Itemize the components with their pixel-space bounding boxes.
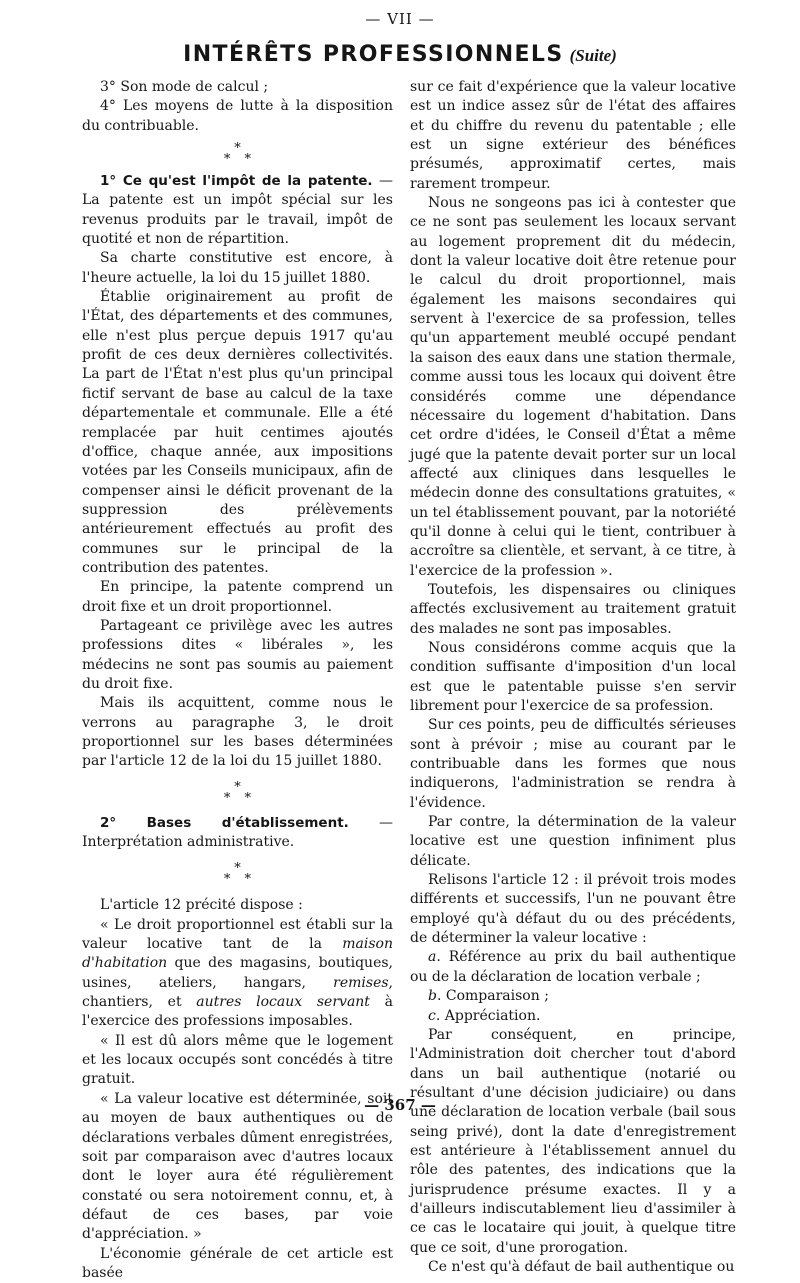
paragraph: Établie originairement au profit de l'État, des départements et des communes, elle n'est plus perçue depuis 1917 qu'au profit de ces deux dernières collectivités. La part de l'État n'est plus qu'un principal fictif servant de base au calcul de la taxe départementale et communale. Elle a été remplacée par huit centimes ajoutés d'office, chaque année, aux impositions votées par les Conseils municipaux, afin de compenser ainsi le déficit provenant de la suppression des prélèvements antérieurement effectués au profit des communes sur le principal de la contribution des patentes.: [82, 289, 393, 576]
quote-paragraph: « Il est dû alors même que le logement et les locaux occupés sont concédés à titre gratuit.: [82, 1032, 393, 1088]
paragraph: L'économie générale de cet article est basée: [82, 1245, 393, 1281]
paragraph: Mais ils acquittent, comme nous le verrons au paragraphe 3, le droit proportionnel sur les bases déterminées par l'article 12 de la loi du 15 juillet 1880.: [82, 695, 393, 770]
quote-paragraph: « La valeur locative est déterminée, soit au moyen de baux authentiques ou de déclarations verbales dûment enregistrées, soit par comparaison avec d'autres locaux dont le loyer aura été régulièrement constaté ou sera notoirement connu, et, à défaut de ces bases, par voie d'appréciation. »: [82, 1090, 393, 1243]
title-suite: (Suite): [569, 46, 617, 65]
paragraph: Par conséquent, en principe, l'Administration doit chercher tout d'abord dans un bail authentique (notarié ou résultant d'une décision judiciaire) ou dans une déclaration de location verbale (bail sous seing privé), dont la date d'enregistrement est antérieure à l'établissement annuel du rôle des patentes, des indications que la jurisprudence présume exactes. Il y a d'ailleurs indiscutablement lieu d'assimiler à ce cas le locataire qui jouit, à quelque titre que ce soit, d'une prorogation.: [410, 1026, 736, 1256]
section-separator: * * *: [223, 779, 257, 806]
section-separator: * * *: [223, 861, 257, 888]
paragraph: Nous ne songeons pas ici à contester que ce ne sont pas seulement les locaux servant au logement proprement dit du médecin, dont la valeur locative doit être retenue pour le calcul du droit proportionnel, mais également les maisons secondaires qui servent à l'exercice de sa profession, telles qu'un appartement meublé occupé pendant la saison des eaux dans une station thermale, comme aussi tous les locaux qui doivent être considérés comme une dépendance nécessaire du logement d'habitation. Dans cet ordre d'idées, le Conseil d'État a même jugé que la patente devait porter sur un local affecté aux cliniques dans lesquelles le médecin donne des consultations gratuites, « un tel établissement pouvant, par la notoriété qu'il donne à celui qui le tient, contribuer à accroître sa clientèle, et servant, à ce titre, à l'exercice de la profession ».: [410, 195, 736, 579]
list-item: b. Comparaison ;: [428, 988, 549, 1005]
section-title: 1° Ce qu'est l'impôt de la patente.: [100, 173, 373, 190]
page-number: — 367 —: [364, 1096, 436, 1114]
paragraph: Sa charte constitutive est encore, à l'heure actuelle, la loi du 15 juillet 1880.: [82, 250, 393, 286]
paragraph: Partageant ce privilège avec les autres professions dites « libérales », les médecins ne sont pas soumis au paiement du droit fixe.: [82, 617, 393, 692]
paragraph: Toutefois, les dispensaires ou cliniques affectés exclusivement au traitement gratuit des malades ne sont pas imposables.: [410, 581, 736, 637]
paragraph: sur ce fait d'expérience que la valeur locative est un indice assez sûr de l'état des affaires et du chiffre du revenu du patentable ; elle est un signe extérieur des bénéfices présumés, approximatif certes, mais rarement trompeur.: [410, 79, 736, 192]
paragraph: Sur ces points, peu de difficultés sérieuses sont à prévoir ; mise au courant par le contribuable dans les formes que nous indiquerons, l'administration se rendra à l'évidence.: [410, 717, 736, 811]
paragraph: 1° Ce qu'est l'impôt de la patente. — La patente est un impôt spécial sur les revenus produits par le travail, impôt de quotité et non de répartition.: [82, 173, 394, 248]
list-item: a. Référence au prix du bail authentique ou de la déclaration de location verbale ;: [410, 949, 736, 985]
list-item: 4° Les moyens de lutte à la disposition du contribuable.: [82, 98, 393, 134]
roman-page-number: — VII —: [365, 10, 435, 28]
paragraph: Ce n'est qu'à défaut de bail authentique ou: [428, 1258, 735, 1275]
page-header: [0, 44, 800, 66]
paragraph: En principe, la patente comprend un droit fixe et un droit proportionnel.: [82, 579, 393, 615]
paragraph: Relisons l'article 12 : il prévoit trois modes différents et successifs, l'un ne pouvant être employé qu'à défaut du ou des précédents, de déterminer la valeur locative :: [410, 872, 736, 947]
paragraph: Nous considérons comme acquis que la condition suffisante d'imposition d'un local est que le patentable puisse s'en servir librement pour l'exercice de sa profession.: [410, 639, 736, 714]
list-item: c. Appréciation.: [428, 1007, 541, 1024]
paragraph: L'article 12 précité dispose :: [100, 897, 303, 914]
paragraph: Par contre, la détermination de la valeur locative est une question infiniment plus délicate.: [410, 814, 736, 869]
paragraph: 2° Bases d'établissement. — Interprétation administrative.: [82, 814, 393, 851]
list-item: 3° Son mode de calcul ;: [100, 79, 269, 95]
section-separator: * * *: [223, 141, 257, 168]
page-title: INTÉRÊTS PROFESSIONNELS: [183, 42, 564, 67]
quote-paragraph: « Le droit proportionnel est établi sur la valeur locative tant de la maison d'habitation que des magasins, boutiques, usines, ateliers, hangars, remises, chantiers, et autres locaux servant à l'exercice des professions imposables.: [82, 916, 393, 1030]
section-title: 2° Bases d'établissement.: [100, 814, 349, 831]
